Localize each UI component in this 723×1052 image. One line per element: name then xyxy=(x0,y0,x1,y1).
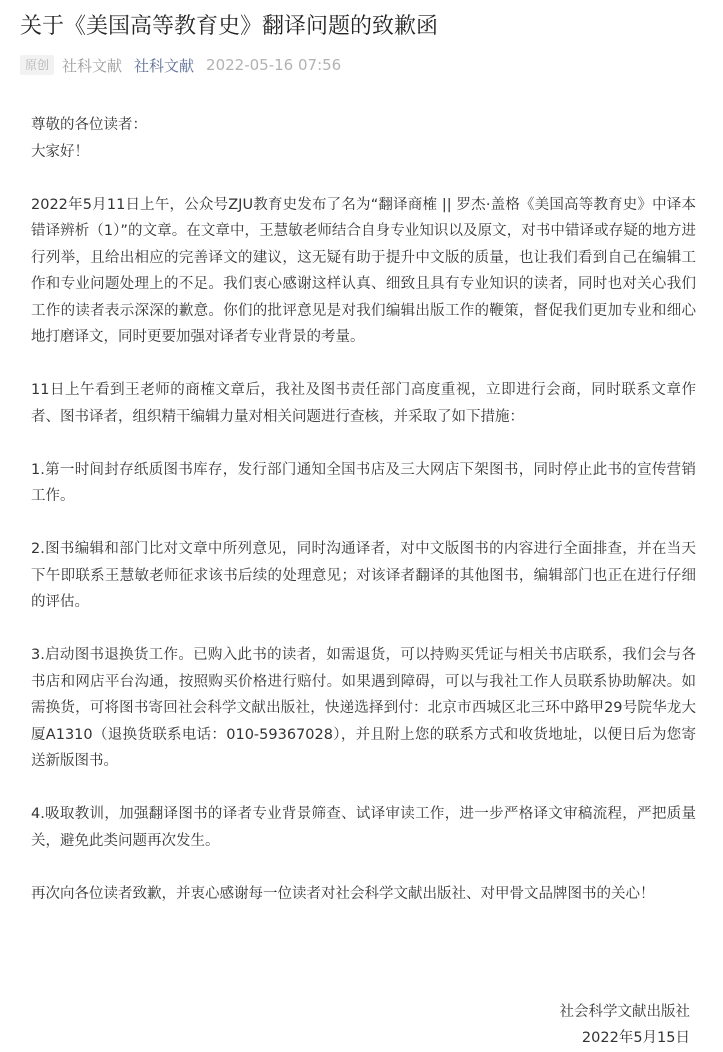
measure-item-2: 2.图书编辑和部门比对文章中所列意见，同时沟通译者，对中文版图书的内容进行全面排查，并在当天下午即联系王慧敏老师征求该书后续的处理意见；对该译者翻译的其他图书，编辑部门也正在进行仔细的评估。 xyxy=(31,541,696,610)
account-link[interactable]: 社科文献 xyxy=(134,56,195,75)
hello: 大家好！ xyxy=(31,143,89,160)
greeting: 尊敬的各位读者： xyxy=(31,117,147,133)
publish-time: 2022-05-16 07:56 xyxy=(206,56,342,74)
measure-item-3: 3.启动图书退换货工作。已购入此书的读者，如需退货，可以持购买凭证与相关书店联系，我们会与各书店和网店平台沟通，按照购买价格进行赔付。如果遇到障碍，可以与我社工作人员联系协助解决。如需换货，可将图书寄回社会科学文献出版社，快递选择到付：北京市西城区北三环中路甲29号院华龙大厦A1310（退换货联系电话：010-59367028），并且附上您的联系方式和收货地址，以便日后为您寄送新版图书。 xyxy=(31,647,696,769)
measure-item-4: 4.吸取教训，加强翻译图书的译者专业背景筛查、试译审读工作，进一步严格译文审稿流程，严把质量关，避免此类问题再次发生。 xyxy=(31,806,696,849)
author-name: 社科文献 xyxy=(62,56,123,75)
closing-paragraph: 再次向各位读者致歉，并衷心感谢每一位读者对社会科学文献出版社、对甲骨文品牌图书的关心！ xyxy=(31,885,655,902)
article-title: 关于《美国高等教育史》翻译问题的致歉函 xyxy=(20,14,439,39)
paragraph-response: 11日上午看到王老师的商榷文章后，我社及图书责任部门高度重视，立即进行会商，同时联系文章作者、图书译者，组织精干编辑力量对相关问题进行查核，并采取了如下措施： xyxy=(31,382,696,425)
measure-item-1: 1.第一时间封存纸质图书库存，发行部门通知全国书店及三大网店下架图书，同时停止此书的宣传营销工作。 xyxy=(31,461,696,504)
signature-date: 2022年5月15日 xyxy=(581,1030,690,1046)
article-body xyxy=(31,112,696,907)
original-badge: 原创 xyxy=(20,55,54,75)
paragraph-intro: 2022年5月11日上午，公众号ZJU教育史发布了名为“翻译商榷 || 罗杰·盖格《美国高等教育史》中译本错译辨析（1）”的文章。在文章中，王慧敏老师结合自身专业知识以及原文，对书中错译或存疑的地方进行列举，且给出相应的完善译文的建议，这无疑有助于提升中文版的质量，也让我们看到自己在编辑工作和专业问题处理上的不足。我们衷心感谢这样认真、细致且具有专业知识的读者，同时也对关心我们工作的读者表示深深的歉意。你们的批评意见是对我们编辑出版工作的鞭策，督促我们更加专业和细心地打磨译文，同时更要加强对译者专业背景的考量。 xyxy=(31,196,696,345)
signature-org: 社会科学文献出版社 xyxy=(559,1004,690,1020)
article-meta xyxy=(20,54,341,76)
